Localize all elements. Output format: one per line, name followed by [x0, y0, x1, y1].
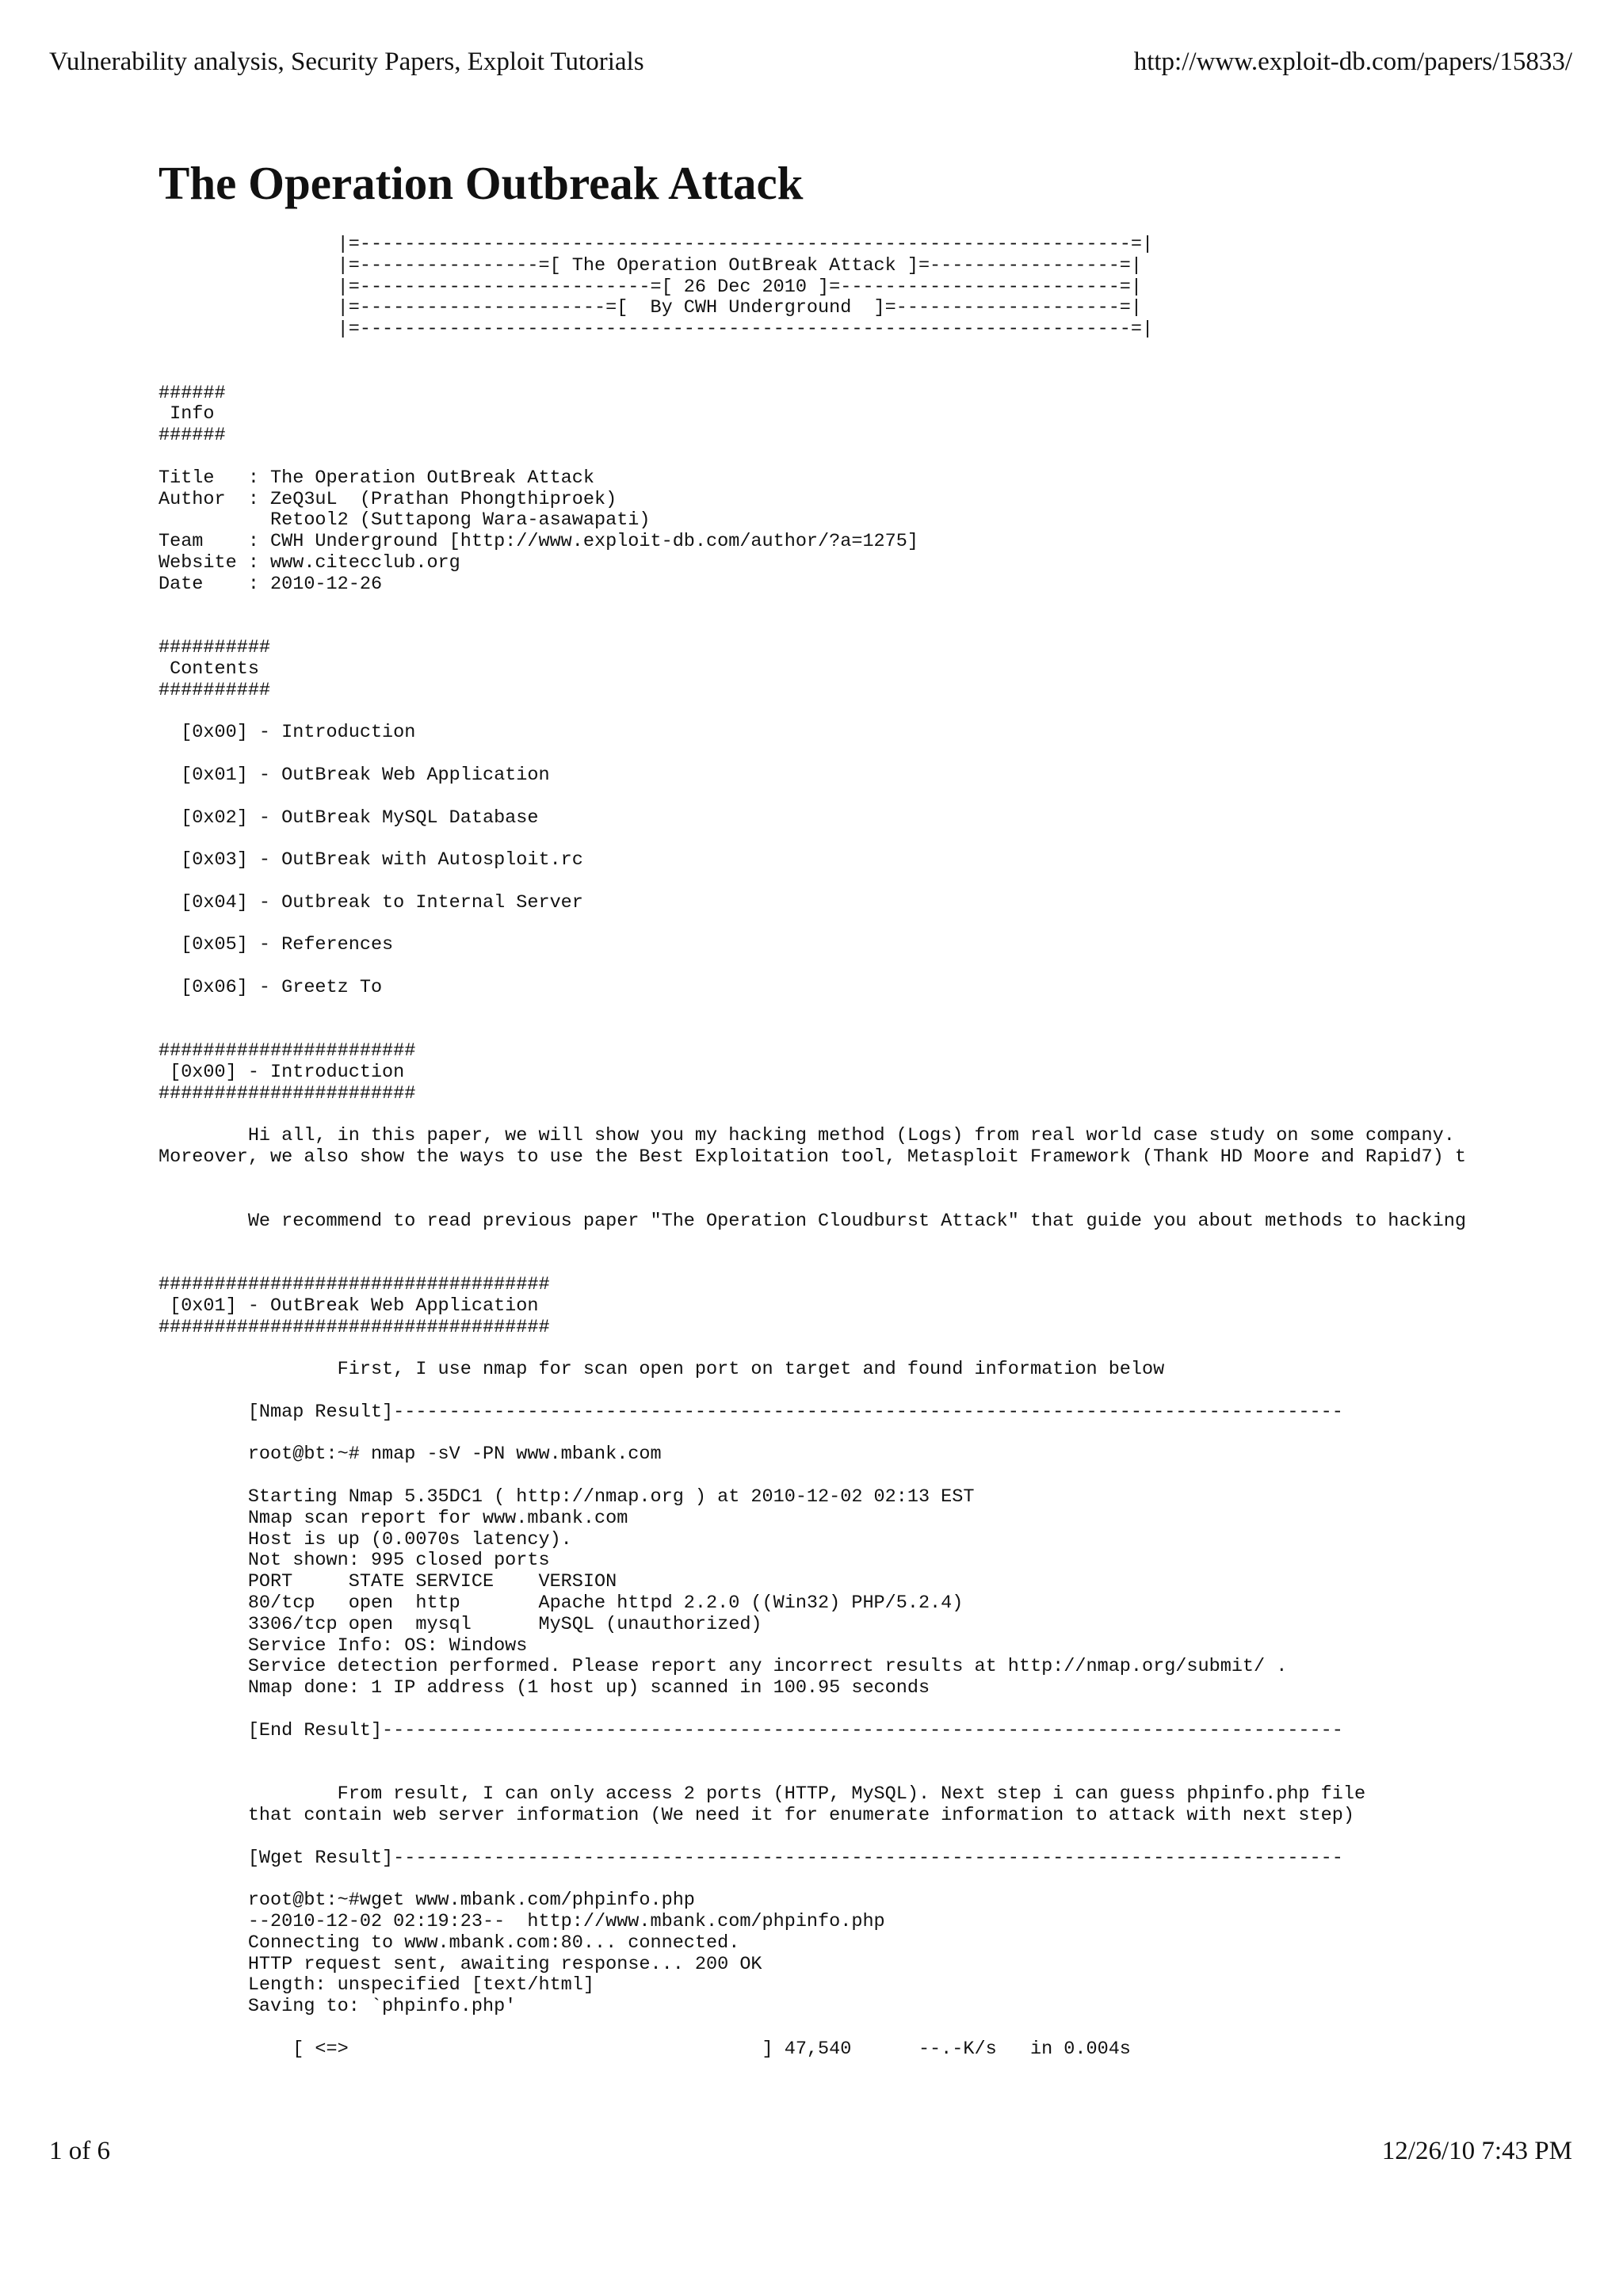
text-line: Host is up (0.0070s latency).: [158, 1528, 572, 1550]
text-line: Date : 2010-12-26: [158, 573, 383, 595]
text-line: [158, 1699, 1506, 1721]
text-line: root@bt:~#wget www.mbank.com/phpinfo.php: [158, 1890, 695, 1912]
text-line: [Wget Result]-------------------------------------------------------------------------------------: [158, 1847, 1343, 1869]
document-body: [158, 235, 1506, 2061]
text-line: [158, 956, 1506, 978]
text-line: [0x00] - Introduction: [158, 1062, 405, 1084]
text-line: [158, 341, 1506, 362]
text-line: Service detection performed. Please report any incorrect results at http://nmap.org/submit/ .: [158, 1656, 1288, 1678]
text-line: Saving to: `phpinfo.php': [158, 1996, 517, 2018]
text-line: Connecting to www.mbank.com:80... connected.: [158, 1932, 740, 1954]
text-line: Moreover, we also show the ways to use the Best Exploitation tool, Metasploit Framework (Thank HD Moore and Rapid7) t: [158, 1146, 1466, 1169]
text-line: [158, 871, 1506, 893]
text-line: root@bt:~# nmap -sV -PN www.mbank.com: [158, 1444, 662, 1466]
text-line: We recommend to read previous paper "The Operation Cloudburst Attack" that guide you about methods to hacking: [158, 1210, 1466, 1232]
text-line: Service Info: OS: Windows: [158, 1634, 528, 1657]
text-line: Starting Nmap 5.35DC1 ( http://nmap.org ) at 2010-12-02 02:13 EST: [158, 1486, 975, 1508]
text-line: [158, 702, 1506, 723]
text-line: [ <=> ] 47,540 --.-K/s in 0.004s: [158, 2038, 1131, 2060]
text-line: that contain web server information (We need it for enumerate information to attack with next step): [158, 1804, 1354, 1826]
text-line: [158, 1827, 1506, 1848]
text-line: 3306/tcp open mysql MySQL (unauthorized): [158, 1613, 762, 1635]
text-line: [158, 596, 1506, 617]
header-url: http://www.exploit-db.com/papers/15833/: [1133, 48, 1572, 76]
text-line: [158, 914, 1506, 936]
text-line: Length: unspecified [text/html]: [158, 1974, 594, 1997]
text-line: [0x01] - OutBreak Web Application: [158, 764, 550, 786]
text-line: Nmap scan report for www.mbank.com: [158, 1507, 628, 1529]
text-line: First, I use nmap for scan open port on target and found information below: [158, 1359, 1165, 1381]
text-line: [158, 744, 1506, 765]
text-line: Title : The Operation OutBreak Attack: [158, 467, 594, 489]
text-line: [0x06] - Greetz To: [158, 976, 383, 998]
text-line: [158, 1466, 1506, 1487]
text-line: [158, 1381, 1506, 1402]
text-line: [158, 1253, 1506, 1275]
text-line: ##########: [158, 679, 271, 701]
text-line: Info: [158, 403, 215, 425]
text-line: [158, 1190, 1506, 1211]
text-line: [0x04] - Outbreak to Internal Server: [158, 891, 583, 913]
text-line: [158, 999, 1506, 1020]
text-line: PORT STATE SERVICE VERSION: [158, 1571, 617, 1593]
text-line: [158, 1232, 1506, 1253]
text-line: ######: [158, 425, 226, 447]
text-line: --2010-12-02 02:19:23-- http://www.mbank.com/phpinfo.php: [158, 1910, 885, 1932]
text-line: [End Result]--------------------------------------------------------------------------------------: [158, 1719, 1343, 1741]
document-title: The Operation Outbreak Attack: [158, 157, 804, 209]
text-line: Retool2 (Suttapong Wara-asawapati): [158, 509, 651, 532]
text-line: [158, 1020, 1506, 1041]
text-line: ######: [158, 382, 226, 404]
text-line: |=----------------------=[ By CWH Underground ]=--------------------=|: [158, 297, 1143, 319]
text-line: [158, 362, 1506, 383]
text-line: 80/tcp open http Apache httpd 2.2.0 ((Win32) PHP/5.2.4): [158, 1592, 964, 1614]
text-line: [158, 1105, 1506, 1127]
text-line: |=---------------------------------------------------------------------=|: [158, 235, 1154, 255]
text-line: [158, 1169, 1506, 1190]
text-line: Website : www.citecclub.org: [158, 551, 460, 574]
text-line: [158, 616, 1506, 638]
text-line: Team : CWH Underground [http://www.exploit-db.com/author/?a=1275]: [158, 531, 918, 553]
text-line: |=----------------=[ The Operation OutBreak Attack ]=-----------------=|: [158, 254, 1143, 277]
text-line: ###################################: [158, 1274, 550, 1296]
text-line: [0x05] - References: [158, 934, 394, 956]
text-line: #######################: [158, 1082, 416, 1104]
text-line: [158, 1424, 1506, 1445]
text-line: [158, 1869, 1506, 1890]
text-line: [Nmap Result]-------------------------------------------------------------------------------------: [158, 1401, 1343, 1423]
text-line: [158, 829, 1506, 850]
text-line: Not shown: 995 closed ports: [158, 1550, 550, 1572]
text-line: From result, I can only access 2 ports (HTTP, MySQL). Next step i can guess phpinfo.php file: [158, 1783, 1366, 1806]
text-line: Contents: [158, 658, 259, 680]
text-line: [158, 1338, 1506, 1360]
footer-timestamp: 12/26/10 7:43 PM: [1381, 2137, 1572, 2165]
text-line: [0x00] - Introduction: [158, 722, 416, 744]
text-line: ##########: [158, 637, 271, 659]
header-site-description: Vulnerability analysis, Security Papers, Exploit Tutorials: [49, 48, 644, 76]
text-line: [158, 1763, 1506, 1784]
text-line: [0x01] - OutBreak Web Application: [158, 1295, 539, 1317]
text-line: #######################: [158, 1040, 416, 1062]
text-line: Nmap done: 1 IP address (1 host up) scanned in 100.95 seconds: [158, 1677, 930, 1699]
text-line: Author : ZeQ3uL (Prathan Phongthiproek): [158, 488, 617, 510]
text-line: [158, 2018, 1506, 2039]
text-line: [0x02] - OutBreak MySQL Database: [158, 807, 539, 829]
text-line: HTTP request sent, awaiting response... 200 OK: [158, 1953, 762, 1975]
text-line: |=--------------------------=[ 26 Dec 2010 ]=-------------------------=|: [158, 276, 1143, 298]
text-line: [158, 447, 1506, 468]
text-line: |=---------------------------------------------------------------------=|: [158, 318, 1154, 341]
text-line: [0x03] - OutBreak with Autosploit.rc: [158, 849, 583, 871]
text-line: Hi all, in this paper, we will show you my hacking method (Logs) from real world case study on some company.: [158, 1125, 1455, 1147]
text-line: [158, 787, 1506, 808]
text-line: [158, 1742, 1506, 1764]
footer-page-number: 1 of 6: [49, 2137, 110, 2165]
text-line: ###################################: [158, 1316, 550, 1338]
